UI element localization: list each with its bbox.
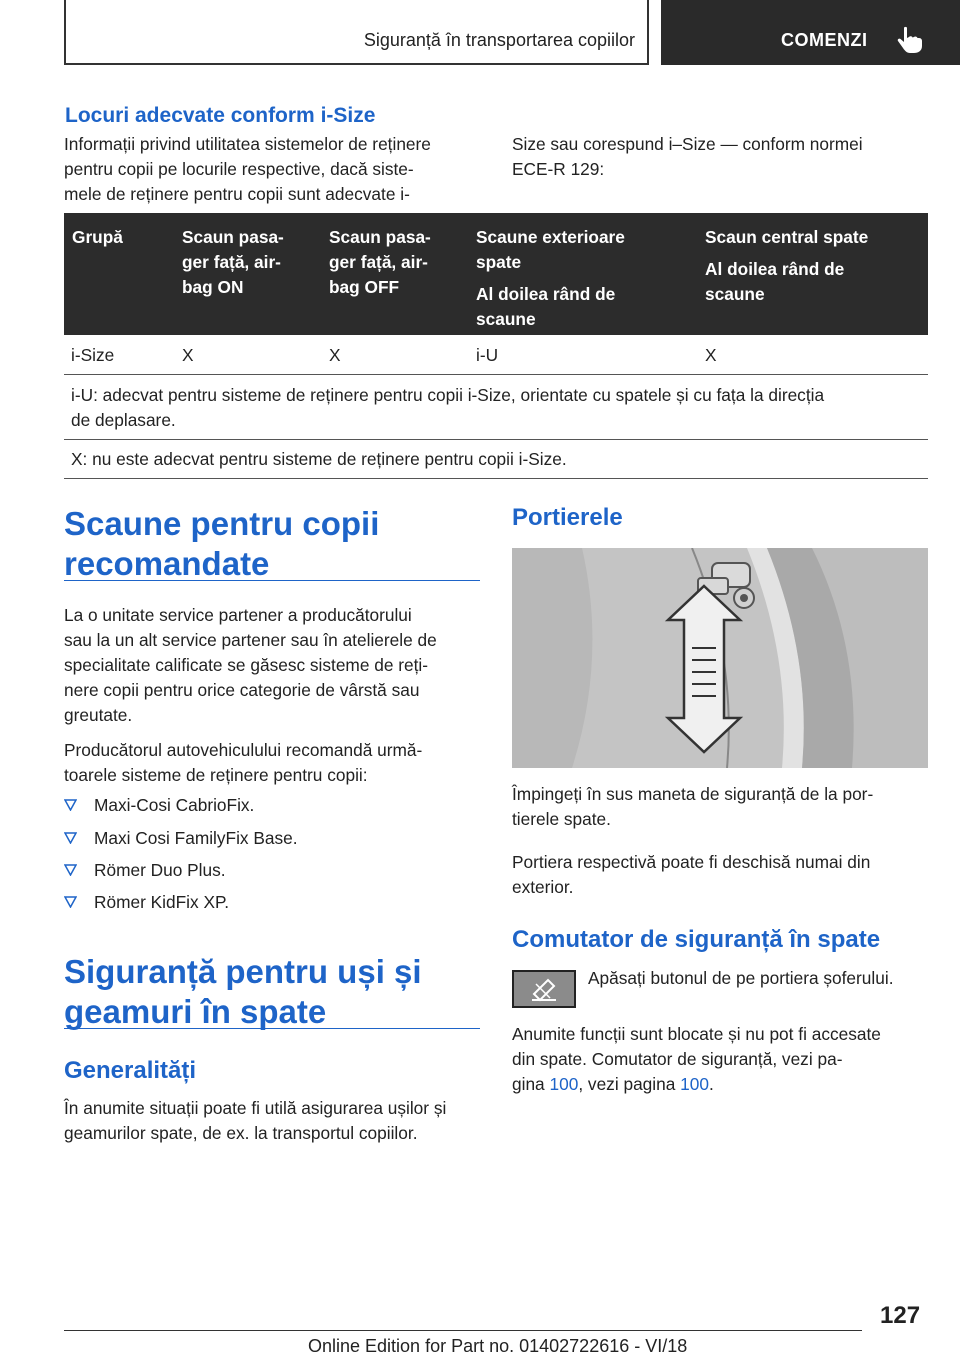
section-divider <box>64 1028 480 1029</box>
text-line: ger față, air- <box>182 252 281 272</box>
text-line: mele de reținere pentru copii sunt adecvate i- <box>64 184 410 204</box>
text-span: . <box>709 1074 714 1094</box>
section-divider <box>64 580 480 581</box>
doors-heading <box>64 952 422 1032</box>
text-line: Scaun pasa- <box>182 227 284 247</box>
text-line: specialitate calificate se găsesc sisteme de reți- <box>64 655 429 675</box>
text-line: Al doilea rând de <box>476 284 616 304</box>
table-cell: i-U <box>476 345 499 365</box>
col-header-front-airbag-on <box>182 225 284 300</box>
text-line: spate <box>476 252 522 272</box>
isize-heading: Locuri adecvate conform i-Size <box>65 104 376 127</box>
text-line: Al doilea rând de <box>705 259 845 279</box>
text-line: scaune <box>476 309 536 329</box>
text-line: Scaune pentru copii <box>64 505 380 542</box>
footer-divider <box>64 1330 862 1331</box>
text-line: bag OFF <box>329 277 400 297</box>
text-line: Grupă <box>72 227 123 247</box>
text-line: Scaun pasa- <box>329 227 431 247</box>
triangle-bullet-icon <box>64 896 77 908</box>
general-heading: Generalități <box>64 1057 197 1084</box>
col-header-rear-outer <box>476 225 625 332</box>
table-note-iu <box>71 383 824 433</box>
text-line: ger față, air- <box>329 252 428 272</box>
text-line: Anumite funcții sunt blocate și nu pot fi accesate <box>512 1024 881 1044</box>
text-line: Împingeți în sus maneta de siguranță de la por- <box>512 784 874 804</box>
general-text <box>64 1096 484 1146</box>
text-line <box>512 1072 932 1097</box>
header-tab-label: COMENZI <box>781 30 868 50</box>
table-note-row <box>64 440 928 479</box>
isize-intro-right <box>512 132 928 182</box>
portiere-para-2 <box>512 850 928 900</box>
portiere-para-1 <box>512 782 928 832</box>
text-line: În anumite situații poate fi utilă asigurarea ușilor și <box>64 1098 447 1118</box>
triangle-bullet-icon <box>64 864 77 876</box>
text-line: din spate. Comutator de siguranță, vezi pa- <box>512 1049 843 1069</box>
list-item-label: Maxi-Cosi CabrioFix. <box>94 795 255 815</box>
switch-heading: Comutator de siguranță în spate <box>512 926 881 953</box>
text-line: sau la un alt service partener sau în atelierele de <box>64 630 437 650</box>
text-line: tierele spate. <box>512 809 611 829</box>
text-span: gina <box>512 1074 550 1094</box>
text-line: ECE-R 129: <box>512 159 605 179</box>
text-line: de deplasare. <box>71 410 176 430</box>
text-line: exterior. <box>512 877 574 897</box>
window-lock-icon <box>514 972 574 1006</box>
page-link[interactable]: 100 <box>680 1074 710 1094</box>
table-note-row <box>64 375 928 440</box>
text-line: greutate. <box>64 705 133 725</box>
list-item-label: Maxi Cosi FamilyFix Base. <box>94 828 298 848</box>
text-line: geamurilor spate, de ex. la transportul copiilor. <box>64 1123 418 1143</box>
header-section-title: Siguranță în transportarea copiilor <box>363 30 635 50</box>
recommended-heading <box>64 504 379 584</box>
table-note-x: X: nu este adecvat pentru sisteme de reținere pentru copii i-Size. <box>71 449 567 469</box>
text-line: Siguranță pentru uși și <box>64 953 422 990</box>
text-line: scaune <box>705 284 765 304</box>
text-line: Size sau corespund i–Size — conform normei <box>512 134 863 154</box>
text-line: Portiera respectivă poate fi deschisă numai din <box>512 852 871 872</box>
text-line: recomandate <box>64 545 270 582</box>
text-line: Scaune exterioare <box>476 227 625 247</box>
recommended-para-1 <box>64 603 484 728</box>
table-cell: i-Size <box>71 345 115 365</box>
triangle-bullet-icon <box>64 799 77 811</box>
text-line: i-U: adecvat pentru sisteme de reținere pentru copii i-Size, orientate cu spatele și cu fața la direcția <box>71 385 825 405</box>
pointing-hand-icon <box>897 26 923 54</box>
triangle-bullet-icon <box>64 832 77 844</box>
page-number: 127 <box>880 1302 921 1329</box>
col-header-front-airbag-off <box>329 225 431 300</box>
text-line: La o unitate service partener a producătorului <box>64 605 412 625</box>
child-lock-button-icon <box>512 970 576 1008</box>
col-header-rear-center <box>705 225 868 307</box>
text-line: Informații privind utilitatea sistemelor de reținere <box>64 134 431 154</box>
text-line: geamuri în spate <box>64 993 327 1030</box>
door-lock-drawing <box>512 548 928 768</box>
text-span: , vezi pagina <box>578 1074 681 1094</box>
text-line: pentru copii pe locurile respective, dacă siste- <box>64 159 414 179</box>
header-section-box <box>64 0 649 65</box>
col-header-group <box>72 225 123 250</box>
table-cell: X <box>182 345 194 365</box>
text-line: Scaun central spate <box>705 227 869 247</box>
text-line: bag ON <box>182 277 244 297</box>
table-cell: X <box>705 345 717 365</box>
recommended-para-2 <box>64 738 484 788</box>
table-cell: X <box>329 345 341 365</box>
list-item-label: Römer Duo Plus. <box>94 860 226 880</box>
portiere-heading: Portierele <box>512 504 623 531</box>
table-header <box>64 213 928 335</box>
door-lock-illustration <box>512 548 928 768</box>
header-tab-comenzi[interactable] <box>661 0 960 65</box>
list-item-label: Römer KidFix XP. <box>94 892 230 912</box>
page-link[interactable]: 100 <box>549 1074 579 1094</box>
text-line: nere copii pentru orice categorie de vârstă sau <box>64 680 420 700</box>
text-line: toarele sisteme de reținere pentru copii: <box>64 765 368 785</box>
footer-edition: Online Edition for Part no. 01402722616 - VI/18 <box>308 1336 688 1356</box>
text-line: Producătorul autovehiculului recomandă urmă- <box>64 740 423 760</box>
switch-instruction: Apăsați butonul de pe portiera șoferului. <box>588 968 894 988</box>
switch-para <box>512 1022 932 1097</box>
isize-intro-left <box>64 132 484 207</box>
table-row <box>64 335 928 375</box>
